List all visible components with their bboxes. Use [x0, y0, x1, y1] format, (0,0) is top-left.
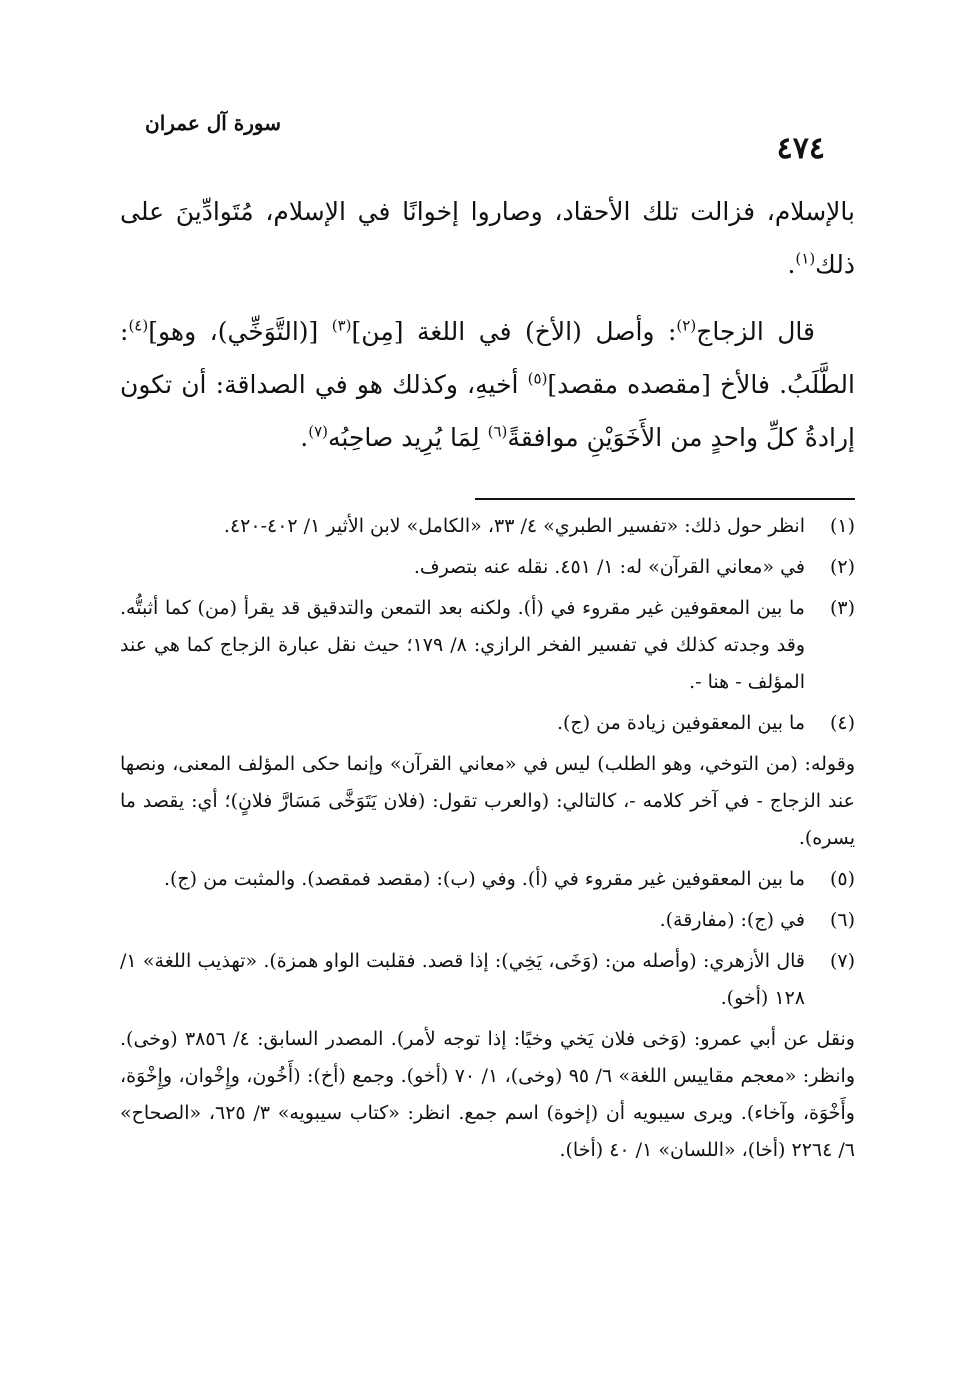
paragraph-2-end: . — [300, 423, 309, 452]
footnote-number: (٤) — [829, 712, 855, 734]
footnote-text: في (ج): (مفارقة). — [659, 909, 805, 931]
footnote-ref-3: (٣) — [331, 316, 352, 335]
paragraph-2-text-a: قال الزجاج — [696, 317, 815, 346]
main-text — [120, 185, 855, 464]
footnote-ref-6: (٦) — [487, 422, 508, 441]
paragraph-2-text-b: : وأصل (الأخ) في اللغة [مِن] — [351, 317, 677, 346]
footnote-text: ما بين المعقوفين زيادة من (ج). — [556, 712, 805, 734]
paragraph-2-text-f: لِمَا يُرِيد صاحِبُه — [328, 423, 488, 452]
paragraph-2-text-e: أخيهِ، وكذلك هو في الصداقة: أن تكون إرادةُ كلِّ واحدٍ من الأَخَوَيْنِ موافقةً — [120, 370, 855, 452]
paragraph-2-text-d: : الطَّلَبُ. فالأخ [مقصده مقصد] — [120, 317, 855, 399]
footnote-ref-4: (٤) — [128, 316, 149, 335]
footnote-number: (٣) — [829, 597, 855, 619]
page-header — [120, 105, 855, 175]
paragraph-2 — [120, 305, 855, 464]
footnote-4 — [120, 705, 855, 742]
footnote-text: ما بين المعقوفين غير مقروء في (أ). ولكنه بعد التمعن والتدقيق قد يقرأ (من) كما أثبتُّه. وقد وجدته كذلك في تفسير الفخر الرازي: ٨/ ١٧٩؛ حيث نقل عبارة الزجاج كما هي عند المؤلف - هنا -. — [120, 597, 805, 693]
footnote-separator — [475, 498, 855, 500]
footnote-7 — [120, 943, 855, 1017]
footnote-text: في «معاني القرآن» له: ١/ ٤٥١. نقله عنه بتصرف. — [413, 556, 805, 578]
footnote-7-continuation: ونقل عن أبي عمرو: (وَخى فلان يَخي وخيًا: إذا توجه لأمر). المصدر السابق: ٤/ ٣٨٥٦ (وخى). وانظر: «معجم مقاييس اللغة» ٦/ ٩٥ (وخى)، ١/ ٧٠ (أخو). وجمع (أخ): (أَخُون، وإِخْوان، وإِخْوَة، وأَخْوَة، وآخاء). ويرى سيبويه أن (إخوة) اسم جمع. انظر: «كتاب سيبويه» ٣/ ٦٢٥، «الصحاح» ٦/ ٢٢٦٤ (أخا)، «اللسان» ١/ ٤٠ (أخا). — [120, 1028, 856, 1161]
footnote-6 — [120, 902, 855, 939]
footnote-ref-7: (٧) — [308, 422, 328, 441]
footnotes — [120, 508, 855, 1173]
paragraph-1 — [120, 185, 855, 291]
footnote-5 — [120, 861, 855, 898]
footnote-ref-2: (٢) — [676, 316, 697, 335]
paragraph-2-text-c: [(التَّوَخِّي)، وهو] — [148, 317, 332, 346]
footnote-4-continuation: وقوله: (من التوخي، وهو الطلب) ليس في «معاني القرآن» وإنما حكى المؤلف المعنى، ونصها عند الزجاج - في آخر كلامه -، كالتالي: (والعرب تقول: (فلان يَتَوَخَّى مَسَارَّ فلانٍ)؛ أي: يقصد ما يسره). — [120, 753, 855, 849]
footnote-number: (١) — [829, 515, 855, 537]
footnote-ref-5: (٥) — [527, 369, 548, 388]
footnote-number: (٦) — [829, 909, 855, 931]
page-number: ٤٧٤ — [776, 131, 825, 166]
footnote-ref-1: (١) — [795, 249, 816, 268]
footnote-text: قال الأزهري: (وأصله من: (وَخَى، يَخِي): إذا قصد. فقلبت الواو همزة). «تهذيب اللغة» ١/ ١٢٨ (أخو). — [120, 950, 805, 1009]
paragraph-1-text: بالإسلام، فزالت تلك الأحقاد، وصاروا إخوانًا في الإسلام، مُتَوادِّينَ على ذلك — [120, 197, 855, 279]
footnote-text: ما بين المعقوفين غير مقروء في (أ). وفي (ب): (مقصد فمقصد). والمثبت من (ج). — [163, 868, 805, 890]
footnote-3 — [120, 590, 855, 701]
paragraph-1-end: . — [787, 250, 796, 279]
footnote-text: انظر حول ذلك: «تفسير الطبري» ٤/ ٣٣، «الكامل» لابن الأثير ١/ ٤٠٢-٤٢٠. — [223, 515, 805, 537]
footnote-1 — [120, 508, 855, 545]
footnote-2 — [120, 549, 855, 586]
footnote-number: (٢) — [829, 556, 855, 578]
footnote-number: (٥) — [829, 868, 855, 890]
running-title: سورة آل عمران — [145, 111, 282, 135]
footnote-number: (٧) — [829, 950, 855, 972]
